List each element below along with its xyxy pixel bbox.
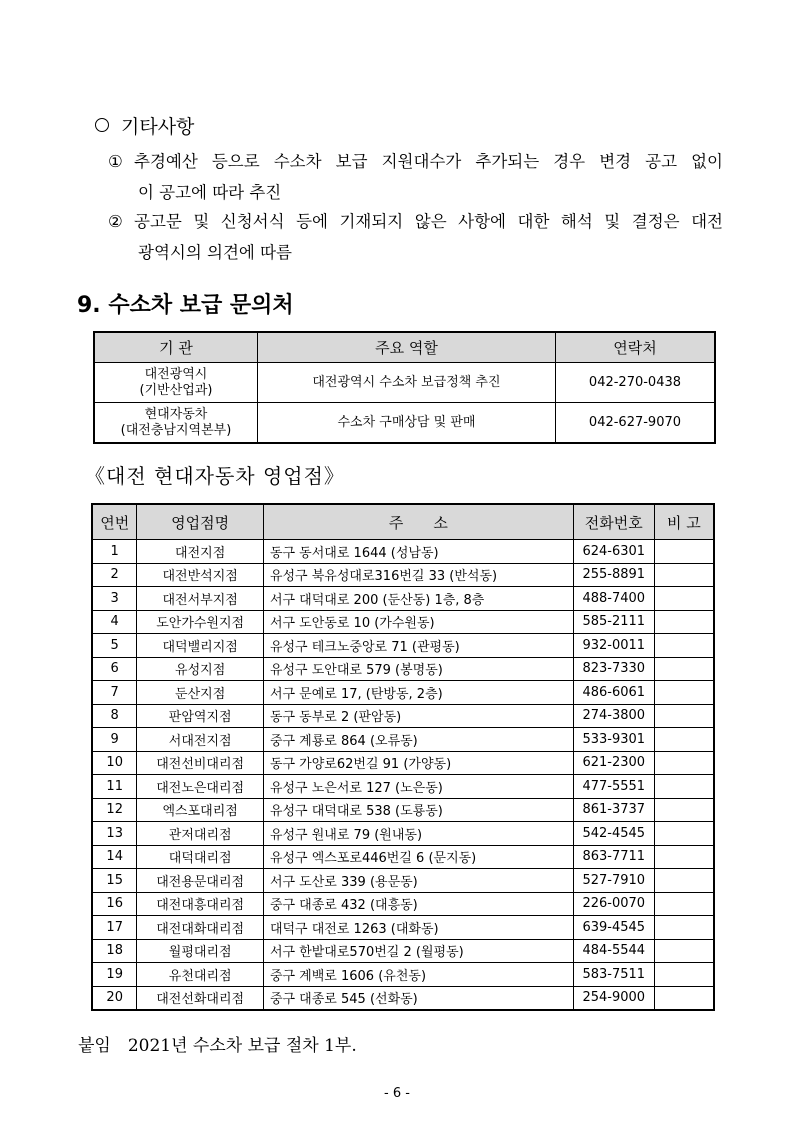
dealer-phone: 542-4545 bbox=[573, 822, 654, 846]
dealer-note bbox=[654, 916, 714, 940]
table-row bbox=[92, 704, 714, 728]
dealer-name: 대전반석지점 bbox=[137, 563, 264, 587]
dealer-name: 대전용문대리점 bbox=[137, 869, 264, 893]
dealer-address: 중구 대종로 545 (선화동) bbox=[263, 986, 573, 1010]
dealer-address: 유성구 테크노중앙로 71 (관평동) bbox=[263, 634, 573, 658]
row-number: 12 bbox=[92, 798, 137, 822]
dealer-address: 서구 문예로 17, (탄방동, 2층) bbox=[263, 681, 573, 705]
dealers-table-header bbox=[92, 504, 714, 540]
dealer-phone: 823-7330 bbox=[573, 657, 654, 681]
attachment-note: 붙임 2021년 수소차 보급 절차 1부. bbox=[78, 1036, 357, 1056]
dealer-note bbox=[654, 751, 714, 775]
dealer-name: 대전대화대리점 bbox=[137, 916, 264, 940]
dealer-phone: 486-6061 bbox=[573, 681, 654, 705]
dealer-name: 대전노은대리점 bbox=[137, 775, 264, 799]
dealer-note bbox=[654, 845, 714, 869]
dealer-name: 대전선화대리점 bbox=[137, 986, 264, 1010]
row-number: 9 bbox=[92, 728, 137, 752]
dealer-phone: 861-3737 bbox=[573, 798, 654, 822]
dealer-address: 대덕구 대전로 1263 (대화동) bbox=[263, 916, 573, 940]
misc-item-2 bbox=[108, 206, 723, 268]
table-row bbox=[92, 657, 714, 681]
dealers-title: 《대전 현대자동차 영업점》 bbox=[85, 464, 345, 488]
table-row bbox=[92, 634, 714, 658]
row-number: 20 bbox=[92, 986, 137, 1010]
row-number: 15 bbox=[92, 869, 137, 893]
dealer-address: 서구 도안동로 10 (가수원동) bbox=[263, 610, 573, 634]
dealer-name: 엑스포대리점 bbox=[137, 798, 264, 822]
dealer-address: 유성구 원내로 79 (원내동) bbox=[263, 822, 573, 846]
table-row bbox=[92, 587, 714, 611]
row-number: 4 bbox=[92, 610, 137, 634]
org-name: 현대자동차 bbox=[144, 406, 208, 422]
dealer-name: 유천대리점 bbox=[137, 963, 264, 987]
table-row bbox=[92, 963, 714, 987]
role-cell: 대전광역시 수소차 보급정책 추진 bbox=[257, 363, 555, 403]
table-row bbox=[94, 363, 715, 403]
table-row bbox=[92, 610, 714, 634]
dealer-note bbox=[654, 681, 714, 705]
phone-cell: 042-627-9070 bbox=[555, 403, 715, 444]
table-row bbox=[92, 540, 714, 564]
dealer-phone: 863-7711 bbox=[573, 845, 654, 869]
dealer-address: 유성구 북유성대로316번길 33 (반석동) bbox=[263, 563, 573, 587]
dealer-name: 대덕대리점 bbox=[137, 845, 264, 869]
row-number: 19 bbox=[92, 963, 137, 987]
org-dept: (기반산업과) bbox=[139, 382, 213, 398]
org-cell bbox=[94, 403, 257, 444]
dealer-name: 대전지점 bbox=[137, 540, 264, 564]
table-row bbox=[92, 728, 714, 752]
row-number: 6 bbox=[92, 657, 137, 681]
row-number: 1 bbox=[92, 540, 137, 564]
dealer-address: 유성구 노은서로 127 (노은동) bbox=[263, 775, 573, 799]
dealer-phone: 932-0011 bbox=[573, 634, 654, 658]
item-text-line2: 광역시의 의견에 따름 bbox=[138, 243, 292, 262]
dealer-phone: 254-9000 bbox=[573, 986, 654, 1010]
dealer-name: 월평대리점 bbox=[137, 939, 264, 963]
dealer-address: 유성구 도안대로 579 (봉명동) bbox=[263, 657, 573, 681]
dealer-note bbox=[654, 775, 714, 799]
role-cell: 수소차 구매상담 및 판매 bbox=[257, 403, 555, 444]
contact-table-header bbox=[94, 332, 715, 363]
row-number: 2 bbox=[92, 563, 137, 587]
table-row bbox=[92, 892, 714, 916]
dealer-address: 중구 대종로 432 (대흥동) bbox=[263, 892, 573, 916]
phone-cell: 042-270-0438 bbox=[555, 363, 715, 403]
dealer-note bbox=[654, 869, 714, 893]
misc-item-1 bbox=[108, 146, 723, 208]
table-row bbox=[92, 798, 714, 822]
item-text-line1: 공고문 및 신청서식 등에 기재되지 않은 사항에 대한 해석 및 결정은 대전 bbox=[134, 212, 723, 231]
dealer-name: 대전대흥대리점 bbox=[137, 892, 264, 916]
dealer-name: 관저대리점 bbox=[137, 822, 264, 846]
dealer-name: 대덕밸리지점 bbox=[137, 634, 264, 658]
dealer-name: 유성지점 bbox=[137, 657, 264, 681]
dealer-phone: 255-8891 bbox=[573, 563, 654, 587]
dealer-address: 동구 동서대로 1644 (성남동) bbox=[263, 540, 573, 564]
dealer-address: 서구 도산로 339 (용문동) bbox=[263, 869, 573, 893]
dealer-name: 대전선비대리점 bbox=[137, 751, 264, 775]
dealer-phone: 488-7400 bbox=[573, 587, 654, 611]
item-text-line2: 이 공고에 따라 추진 bbox=[138, 183, 282, 202]
dealer-note bbox=[654, 798, 714, 822]
table-row bbox=[92, 563, 714, 587]
misc-heading-text: 기타사항 bbox=[121, 116, 195, 138]
dealer-phone: 226-0070 bbox=[573, 892, 654, 916]
dealer-note bbox=[654, 822, 714, 846]
dealer-note bbox=[654, 587, 714, 611]
dealer-address: 중구 계백로 1606 (유천동) bbox=[263, 963, 573, 987]
dealer-phone: 527-7910 bbox=[573, 869, 654, 893]
dealer-note bbox=[654, 657, 714, 681]
dealer-note bbox=[654, 634, 714, 658]
table-row bbox=[92, 751, 714, 775]
item-text-line1: 추경예산 등으로 수소차 보급 지원대수가 추가되는 경우 변경 공고 없이 bbox=[134, 152, 723, 171]
dealer-name: 둔산지점 bbox=[137, 681, 264, 705]
row-number: 8 bbox=[92, 704, 137, 728]
header-name: 영업점명 bbox=[137, 504, 264, 540]
dealer-phone: 639-4545 bbox=[573, 916, 654, 940]
dealer-note bbox=[654, 939, 714, 963]
header-note: 비 고 bbox=[654, 504, 714, 540]
contact-table bbox=[93, 331, 716, 444]
dealer-address: 유성구 대덕대로 538 (도룡동) bbox=[263, 798, 573, 822]
header-contact: 연락처 bbox=[555, 332, 715, 363]
dealer-address: 유성구 엑스포로446번길 6 (문지동) bbox=[263, 845, 573, 869]
item-number: ② bbox=[108, 212, 123, 231]
header-no: 연번 bbox=[92, 504, 137, 540]
table-row bbox=[92, 869, 714, 893]
org-dept: (대전충남지역본부) bbox=[120, 422, 232, 438]
dealer-note bbox=[654, 892, 714, 916]
header-role: 주요 역할 bbox=[257, 332, 555, 363]
row-number: 7 bbox=[92, 681, 137, 705]
dealer-address: 중구 계룡로 864 (오류동) bbox=[263, 728, 573, 752]
table-row bbox=[92, 986, 714, 1010]
dealer-address: 동구 가양로62번길 91 (가양동) bbox=[263, 751, 573, 775]
circle-bullet-icon bbox=[95, 118, 109, 132]
dealer-address: 동구 동부로 2 (판암동) bbox=[263, 704, 573, 728]
table-row bbox=[94, 403, 715, 444]
dealers-table-body bbox=[92, 540, 714, 1011]
dealer-phone: 621-2300 bbox=[573, 751, 654, 775]
row-number: 16 bbox=[92, 892, 137, 916]
dealer-phone: 484-5544 bbox=[573, 939, 654, 963]
table-row bbox=[92, 681, 714, 705]
dealer-name: 서대전지점 bbox=[137, 728, 264, 752]
dealers-table bbox=[91, 503, 715, 1011]
dealer-phone: 533-9301 bbox=[573, 728, 654, 752]
dealer-name: 도안가수원지점 bbox=[137, 610, 264, 634]
dealer-phone: 624-6301 bbox=[573, 540, 654, 564]
dealer-note bbox=[654, 704, 714, 728]
dealer-name: 판암역지점 bbox=[137, 704, 264, 728]
org-cell bbox=[94, 363, 257, 403]
table-row bbox=[92, 845, 714, 869]
header-address: 주 소 bbox=[263, 504, 573, 540]
dealer-name: 대전서부지점 bbox=[137, 587, 264, 611]
row-number: 17 bbox=[92, 916, 137, 940]
dealer-note bbox=[654, 540, 714, 564]
dealer-phone: 585-2111 bbox=[573, 610, 654, 634]
dealer-phone: 477-5551 bbox=[573, 775, 654, 799]
dealer-note bbox=[654, 610, 714, 634]
org-name: 대전광역시 bbox=[144, 366, 208, 382]
misc-heading bbox=[95, 112, 194, 139]
row-number: 18 bbox=[92, 939, 137, 963]
header-org: 기 관 bbox=[94, 332, 257, 363]
dealer-note bbox=[654, 963, 714, 987]
row-number: 14 bbox=[92, 845, 137, 869]
dealer-note bbox=[654, 728, 714, 752]
row-number: 3 bbox=[92, 587, 137, 611]
page-number: - 6 - bbox=[384, 1086, 410, 1101]
dealer-phone: 583-7511 bbox=[573, 963, 654, 987]
row-number: 5 bbox=[92, 634, 137, 658]
table-row bbox=[92, 775, 714, 799]
dealer-address: 서구 대덕대로 200 (둔산동) 1층, 8층 bbox=[263, 587, 573, 611]
dealer-note bbox=[654, 563, 714, 587]
row-number: 10 bbox=[92, 751, 137, 775]
dealer-phone: 274-3800 bbox=[573, 704, 654, 728]
item-number: ① bbox=[108, 152, 123, 171]
table-row bbox=[92, 916, 714, 940]
row-number: 13 bbox=[92, 822, 137, 846]
header-phone: 전화번호 bbox=[573, 504, 654, 540]
dealer-note bbox=[654, 986, 714, 1010]
table-row bbox=[92, 939, 714, 963]
row-number: 11 bbox=[92, 775, 137, 799]
table-row bbox=[92, 822, 714, 846]
dealer-address: 서구 한밭대로570번길 2 (월평동) bbox=[263, 939, 573, 963]
section-9-title: 9. 수소차 보급 문의처 bbox=[77, 293, 294, 318]
